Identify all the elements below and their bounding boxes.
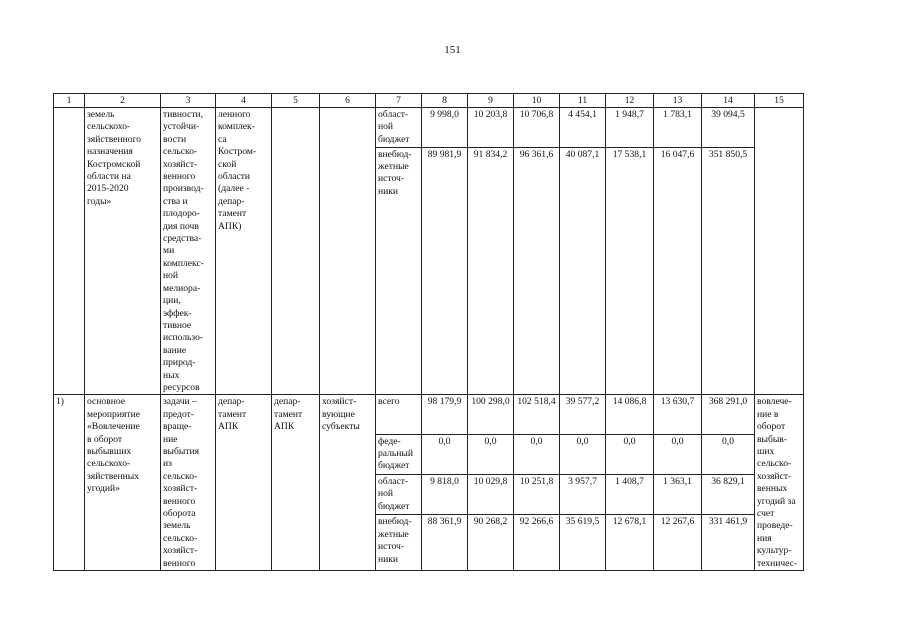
cell-line: ской bbox=[218, 158, 237, 170]
cell-line: зяйственных bbox=[87, 470, 140, 482]
cell-line: жетные bbox=[378, 528, 409, 540]
cell-line: ных bbox=[163, 369, 180, 381]
cell-line: хозяйст- bbox=[322, 396, 357, 408]
header-cell: 5 bbox=[272, 94, 320, 108]
cell-line: годы» bbox=[87, 195, 112, 207]
cell-line: вости bbox=[163, 133, 187, 145]
cell-line: внебюд- bbox=[378, 516, 412, 528]
funding-source-cell bbox=[376, 515, 422, 571]
cell-line: комплекс- bbox=[163, 257, 204, 269]
value-cell: 9 998,0 bbox=[422, 108, 468, 148]
header-cell: 15 bbox=[755, 94, 804, 108]
value-cell: 9 818,0 bbox=[422, 474, 468, 514]
cell-line: бюджет bbox=[378, 460, 410, 472]
cell-line: бюджет bbox=[378, 133, 410, 145]
header-cell: 11 bbox=[560, 94, 606, 108]
cell-line: депар- bbox=[274, 396, 301, 408]
participants-cell bbox=[320, 395, 376, 571]
cell-line: ники bbox=[378, 185, 399, 197]
value-cell: 90 268,2 bbox=[468, 515, 514, 571]
cell-line: бюджет bbox=[378, 500, 410, 512]
cell-line: ресурсов bbox=[163, 381, 200, 393]
cell-line: ние bbox=[163, 433, 178, 445]
cell-line: хозяйст- bbox=[163, 483, 198, 495]
cell-line: тивное bbox=[163, 319, 192, 331]
cell-line: ной bbox=[378, 121, 394, 133]
cell-line: хозяйст- bbox=[757, 470, 792, 482]
cell-line: источ- bbox=[378, 173, 405, 185]
cell-line: депар- bbox=[218, 195, 245, 207]
value-cell: 16 047,6 bbox=[654, 147, 702, 395]
value-cell: 39 094,5 bbox=[702, 108, 755, 148]
value-cell: 17 538,1 bbox=[606, 147, 654, 395]
cell-line: хозяйст- bbox=[163, 158, 198, 170]
cell-line: вовлече- bbox=[757, 396, 792, 408]
funding-source-cell bbox=[376, 434, 422, 474]
cell-line: ства и bbox=[163, 195, 188, 207]
funding-source-cell bbox=[376, 474, 422, 514]
cell-line: устойчи- bbox=[163, 121, 200, 133]
cell-line: 2015-2020 bbox=[87, 183, 129, 195]
header-cell: 3 bbox=[161, 94, 216, 108]
cell-line: дия почв bbox=[163, 220, 199, 232]
cell-line: эффек- bbox=[163, 307, 192, 319]
cell-line: враще- bbox=[163, 421, 192, 433]
cell-line: угодий за bbox=[757, 495, 796, 507]
value-cell: 10 706,8 bbox=[514, 108, 560, 148]
executor-cell bbox=[216, 395, 272, 571]
cell-line: тамент bbox=[218, 208, 247, 220]
cell-line: венных bbox=[757, 483, 788, 495]
cell-line: земель bbox=[163, 520, 191, 532]
cell-line: сельско- bbox=[163, 532, 198, 544]
cell-line: ники bbox=[378, 553, 399, 565]
col15-cell bbox=[755, 108, 804, 395]
cell-line: депар- bbox=[218, 396, 245, 408]
cell-line: сельско- bbox=[163, 146, 198, 158]
value-cell: 0,0 bbox=[468, 434, 514, 474]
value-cell: 12 678,1 bbox=[606, 515, 654, 571]
header-cell: 8 bbox=[422, 94, 468, 108]
value-cell: 4 454,1 bbox=[560, 108, 606, 148]
cell-line: сельско- bbox=[163, 470, 198, 482]
cell-line: ших bbox=[757, 445, 775, 457]
cell-line: хозяйст- bbox=[163, 545, 198, 557]
cell-line: сельскохо- bbox=[87, 121, 131, 133]
value-cell: 39 577,2 bbox=[560, 395, 606, 434]
value-cell: 92 266,6 bbox=[514, 515, 560, 571]
cell-line: плодоро- bbox=[163, 208, 200, 220]
cell-line: ленного bbox=[218, 109, 251, 120]
cell-line: венного bbox=[163, 171, 196, 183]
value-cell: 10 203,8 bbox=[468, 108, 514, 148]
cell-line: Костромской bbox=[87, 158, 141, 170]
cell-line: средства- bbox=[163, 233, 202, 245]
value-cell: 12 267,6 bbox=[654, 515, 702, 571]
value-cell: 96 361,6 bbox=[514, 147, 560, 395]
col5-cell bbox=[272, 108, 320, 395]
page-number: 151 bbox=[444, 44, 461, 56]
value-cell: 331 461,9 bbox=[702, 515, 755, 571]
goal-cell bbox=[161, 108, 216, 395]
value-cell: 102 518,4 bbox=[514, 395, 560, 434]
header-cell: 12 bbox=[606, 94, 654, 108]
value-cell: 36 829,1 bbox=[702, 474, 755, 514]
cell-line: субъекты bbox=[322, 421, 360, 433]
cell-line: назначения bbox=[87, 146, 133, 158]
cell-line: мелиора- bbox=[163, 282, 201, 294]
cell-line: зяйственного bbox=[87, 133, 142, 145]
header-cell: 1 bbox=[54, 94, 85, 108]
cell-line: тамент bbox=[218, 408, 247, 420]
subprogram-name-cell bbox=[85, 108, 161, 395]
coexecutor-cell bbox=[272, 395, 320, 571]
table-row bbox=[54, 395, 804, 434]
value-cell: 100 298,0 bbox=[468, 395, 514, 434]
value-cell: 1 363,1 bbox=[654, 474, 702, 514]
budget-table bbox=[53, 93, 804, 571]
cell-line: выбытия bbox=[163, 445, 200, 457]
value-cell: 3 957,7 bbox=[560, 474, 606, 514]
value-cell: 0,0 bbox=[606, 434, 654, 474]
col6-cell bbox=[320, 108, 376, 395]
value-cell: 13 630,7 bbox=[654, 395, 702, 434]
cell-line: венного bbox=[163, 557, 196, 569]
value-cell: 91 834,2 bbox=[468, 147, 514, 395]
cell-line: ния bbox=[757, 532, 772, 544]
cell-line: венного bbox=[163, 495, 196, 507]
cell-line: тамент bbox=[274, 408, 303, 420]
value-cell: 10 029,8 bbox=[468, 474, 514, 514]
cell-line: области bbox=[218, 171, 251, 183]
cell-line: Костром- bbox=[218, 146, 257, 158]
cell-line: задачи – bbox=[163, 396, 197, 408]
cell-line: сельско- bbox=[757, 458, 792, 470]
value-cell: 351 850,5 bbox=[702, 147, 755, 395]
cell-line: основное bbox=[87, 396, 126, 408]
header-cell: 14 bbox=[702, 94, 755, 108]
header-cell: 2 bbox=[85, 94, 161, 108]
item-number-cell: 1) bbox=[54, 395, 85, 571]
col1-cell bbox=[54, 108, 85, 395]
cell-line: природ- bbox=[163, 357, 196, 369]
event-name-cell bbox=[85, 395, 161, 571]
cell-line: счет bbox=[757, 508, 775, 519]
value-cell: 368 291,0 bbox=[702, 395, 755, 434]
cell-line: ральный bbox=[378, 447, 414, 459]
header-cell: 4 bbox=[216, 94, 272, 108]
cell-line: предот- bbox=[163, 408, 195, 420]
value-cell: 40 087,1 bbox=[560, 147, 606, 395]
cell-line: «Вовлечение bbox=[87, 421, 140, 433]
value-cell: 89 981,9 bbox=[422, 147, 468, 395]
cell-line: области на bbox=[87, 171, 131, 183]
funding-source-cell bbox=[376, 147, 422, 395]
value-cell: 1 948,7 bbox=[606, 108, 654, 148]
cell-line: производ- bbox=[163, 183, 204, 195]
cell-line: техничес- bbox=[757, 557, 798, 569]
value-cell: 14 086,8 bbox=[606, 395, 654, 434]
value-cell: 10 251,8 bbox=[514, 474, 560, 514]
cell-line: ной bbox=[163, 270, 179, 282]
cell-line: феде- bbox=[378, 435, 401, 447]
cell-line: ции, bbox=[163, 295, 181, 307]
cell-line: АПК) bbox=[218, 220, 242, 232]
header-row bbox=[54, 94, 804, 108]
value-cell: 0,0 bbox=[422, 434, 468, 474]
cell-line: са bbox=[218, 133, 227, 145]
cell-line: оборота bbox=[163, 508, 196, 519]
funding-source-cell bbox=[376, 395, 422, 434]
cell-line: выбывших bbox=[87, 445, 132, 457]
cell-line: област- bbox=[378, 109, 409, 120]
cell-line: вующие bbox=[322, 408, 355, 420]
funding-source-cell bbox=[376, 108, 422, 148]
header-cell: 10 bbox=[514, 94, 560, 108]
cell-line: ние в bbox=[757, 408, 779, 420]
table-row bbox=[54, 108, 804, 148]
cell-line: всего bbox=[378, 396, 400, 408]
value-cell: 0,0 bbox=[702, 434, 755, 474]
cell-line: использо- bbox=[163, 332, 204, 344]
cell-line: в оборот bbox=[87, 433, 123, 445]
cell-line: сельскохо- bbox=[87, 458, 131, 470]
value-cell: 1 408,7 bbox=[606, 474, 654, 514]
cell-line: проведе- bbox=[757, 520, 793, 532]
cell-line: источ- bbox=[378, 541, 405, 553]
cell-line: угодий» bbox=[87, 483, 120, 495]
cell-line: мероприятие bbox=[87, 408, 140, 420]
cell-line: тивности, bbox=[163, 109, 204, 120]
cell-line: ми bbox=[163, 245, 175, 257]
value-cell: 1 783,1 bbox=[654, 108, 702, 148]
cell-line: АПК bbox=[274, 421, 295, 433]
cell-line: внебюд- bbox=[378, 148, 412, 160]
cell-line: област- bbox=[378, 475, 409, 487]
value-cell: 0,0 bbox=[560, 434, 606, 474]
cell-line: земель bbox=[87, 109, 115, 120]
cell-line: комплек- bbox=[218, 121, 255, 133]
header-cell: 6 bbox=[320, 94, 376, 108]
expected-result-cell bbox=[755, 395, 804, 571]
cell-line: (далее - bbox=[218, 183, 250, 195]
cell-line: вание bbox=[163, 344, 187, 356]
value-cell: 0,0 bbox=[514, 434, 560, 474]
executor-cell bbox=[216, 108, 272, 395]
header-cell: 7 bbox=[376, 94, 422, 108]
cell-line: культур- bbox=[757, 545, 792, 557]
header-cell: 9 bbox=[468, 94, 514, 108]
cell-line: оборот bbox=[757, 421, 786, 433]
value-cell: 35 619,5 bbox=[560, 515, 606, 571]
cell-line: выбыв- bbox=[757, 433, 788, 445]
cell-line: ной bbox=[378, 488, 394, 500]
cell-line: из bbox=[163, 458, 172, 470]
cell-line: АПК bbox=[218, 421, 239, 433]
header-cell: 13 bbox=[654, 94, 702, 108]
value-cell: 88 361,9 bbox=[422, 515, 468, 571]
value-cell: 98 179,9 bbox=[422, 395, 468, 434]
value-cell: 0,0 bbox=[654, 434, 702, 474]
cell-line: жетные bbox=[378, 160, 409, 172]
task-cell bbox=[161, 395, 216, 571]
